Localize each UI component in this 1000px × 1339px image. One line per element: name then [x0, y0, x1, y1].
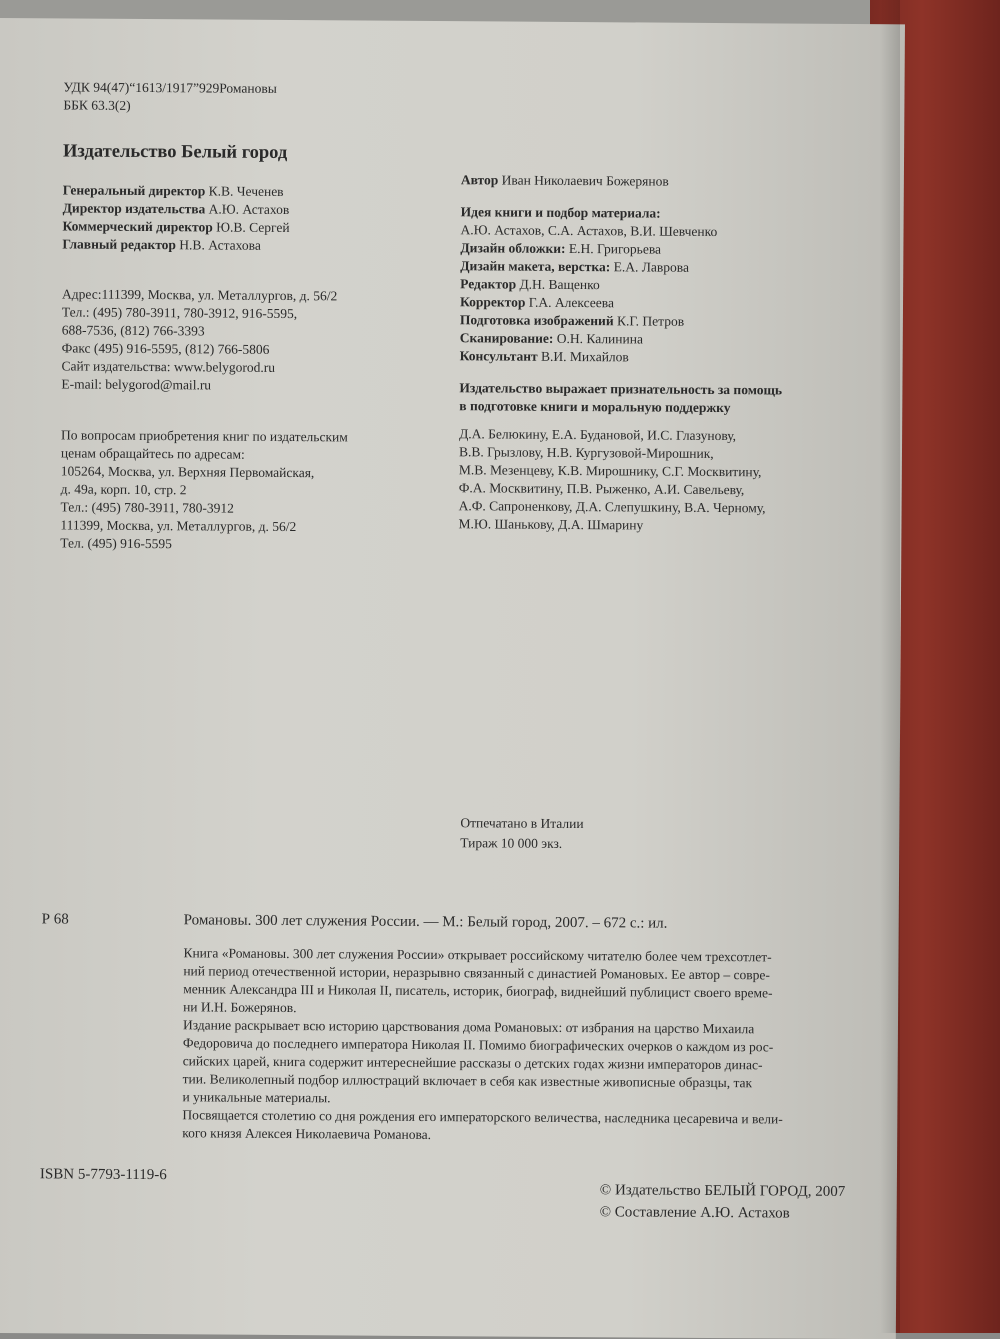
author-line: Автор Иван Николаевич Божерянов [460, 172, 669, 189]
gratitude-heading: Издательство выражает признательность за помощь [459, 380, 783, 398]
sales-line: Тел. (495) 916-5595 [60, 535, 172, 552]
credit-item: Дизайн обложки: Е.Н. Григорьева [460, 240, 662, 257]
annotation-line: Издание раскрывает всю историю царствования дома Романовых: от избрания на царство Михаила [182, 1017, 755, 1037]
sales-line: ценам обращайтесь по адресам: [60, 445, 245, 462]
credit-item: Дизайн макета, верстка: Е.А. Лаврова [460, 258, 690, 275]
credit-item: Корректор Г.А. Алексеева [459, 294, 615, 311]
catalog-code: Р 68 [41, 911, 69, 928]
gratitude-heading: в подготовке книги и моральную поддержку [459, 398, 731, 416]
idea-names: А.Ю. Астахов, С.А. Астахов, В.И. Шевченко [460, 222, 718, 240]
annotation-line: и уникальные материалы. [182, 1089, 331, 1106]
book-page [0, 18, 905, 1339]
staff-item: Генеральный директор К.В. Чеченев [62, 182, 284, 199]
page-edge-shadow [880, 0, 900, 1333]
sales-line: 111399, Москва, ул. Металлургов, д. 56/2 [60, 517, 297, 535]
annotation-line: Книга «Романовы. 300 лет служения России» открывает российскому читателю более чем трехсотлет- [183, 945, 772, 965]
annotation-line: Посвящается столетию со дня рождения его императорского величества, наследника цесаревича и вели- [182, 1107, 783, 1127]
credit-item: Сканирование: О.Н. Калинина [459, 330, 644, 347]
sales-line: д. 49а, корп. 10, стр. 2 [60, 481, 187, 498]
copyright-compiler: © Составление А.Ю. Астахов [599, 1204, 790, 1222]
gratitude-line: А.Ф. Сапроненкову, Д.А. Слепушкину, В.А. Черному, [458, 498, 766, 516]
sales-line: Тел.: (495) 780-3911, 780-3912 [60, 499, 234, 516]
isbn: ISBN 5-7793-1119-6 [39, 1166, 167, 1184]
printed-in: Отпечатано в Италии [460, 815, 584, 832]
annotation-line: кого князя Алексея Николаевича Романова. [182, 1125, 432, 1143]
annotation-line: Федоровича до последнего императора Николая II. Помимо биографических очерков о каждом из рос- [182, 1035, 774, 1055]
gratitude-line: Д.А. Белюкину, Е.А. Будановой, И.С. Глазунову, [459, 426, 737, 444]
credit-item: Редактор Д.Н. Ващенко [460, 276, 600, 293]
annotation-line: ний период отечественной истории, неразрывно связанный с династией Романовых. Ее автор – совре- [183, 963, 770, 983]
copyright-publisher: © Издательство БЕЛЫЙ ГОРОД, 2007 [599, 1182, 846, 1200]
udk-code: УДК 94(47)“1613/1917”929Романовы [63, 79, 277, 96]
annotation-line: тии. Великолепный подбор иллюстраций включает в себя как известные живописные образцы, так [182, 1071, 753, 1091]
contact-line: E-mail: belygorod@mail.ru [61, 376, 212, 393]
catalog-entry: Романовы. 300 лет служения России. — М.: Белый город, 2007. – 672 с.: ил. [183, 912, 668, 932]
gratitude-line: Ф.А. Москвитину, П.В. Рыженко, А.И. Савельеву, [458, 480, 745, 498]
contact-line: 688-7536, (812) 766-3393 [61, 322, 205, 339]
sales-line: По вопросам приобретения книг по издательским [61, 427, 348, 445]
contact-line: Факс (495) 916-5595, (812) 766-5806 [61, 340, 270, 357]
gratitude-line: М.Ю. Шанькову, Д.А. Шмарину [458, 516, 644, 533]
gratitude-line: В.В. Грызлову, Н.В. Кургузовой-Мирошник, [458, 444, 714, 461]
sales-line: 105264, Москва, ул. Верхняя Первомайская, [60, 463, 315, 481]
publisher-title: Издательство Белый город [63, 141, 288, 164]
idea-heading: Идея книги и подбор материала: [460, 204, 661, 221]
staff-item: Коммерческий директор Ю.В. Сергей [62, 218, 290, 236]
contact-line: Тел.: (495) 780-3911, 780-3912, 916-5595, [61, 304, 298, 322]
contact-line: Адрес:111399, Москва, ул. Металлургов, д. 56/2 [62, 286, 338, 304]
annotation-line: сийских царей, книга содержит интереснейшие рассказы о детских годах жизни императоров динас- [182, 1053, 763, 1073]
credit-item: Подготовка изображений К.Г. Петров [459, 312, 685, 329]
bbk-code: ББК 63.3(2) [63, 97, 131, 113]
contact-line: Сайт издательства: www.belygorod.ru [61, 358, 276, 375]
annotation-line: менник Александра III и Николая II, писатель, историк, биограф, виднейший публицист своего време- [183, 981, 773, 1001]
annotation-line: ни И.Н. Божерянов. [183, 999, 297, 1016]
credit-item: Консультант В.И. Михайлов [459, 348, 629, 365]
staff-item: Директор издательства А.Ю. Астахов [62, 200, 290, 218]
staff-item: Главный редактор Н.В. Астахова [62, 236, 261, 253]
gratitude-line: М.В. Мезенцеву, К.В. Мирошнику, С.Г. Москвитину, [458, 462, 762, 480]
print-run: Тираж 10 000 экз. [460, 835, 563, 851]
